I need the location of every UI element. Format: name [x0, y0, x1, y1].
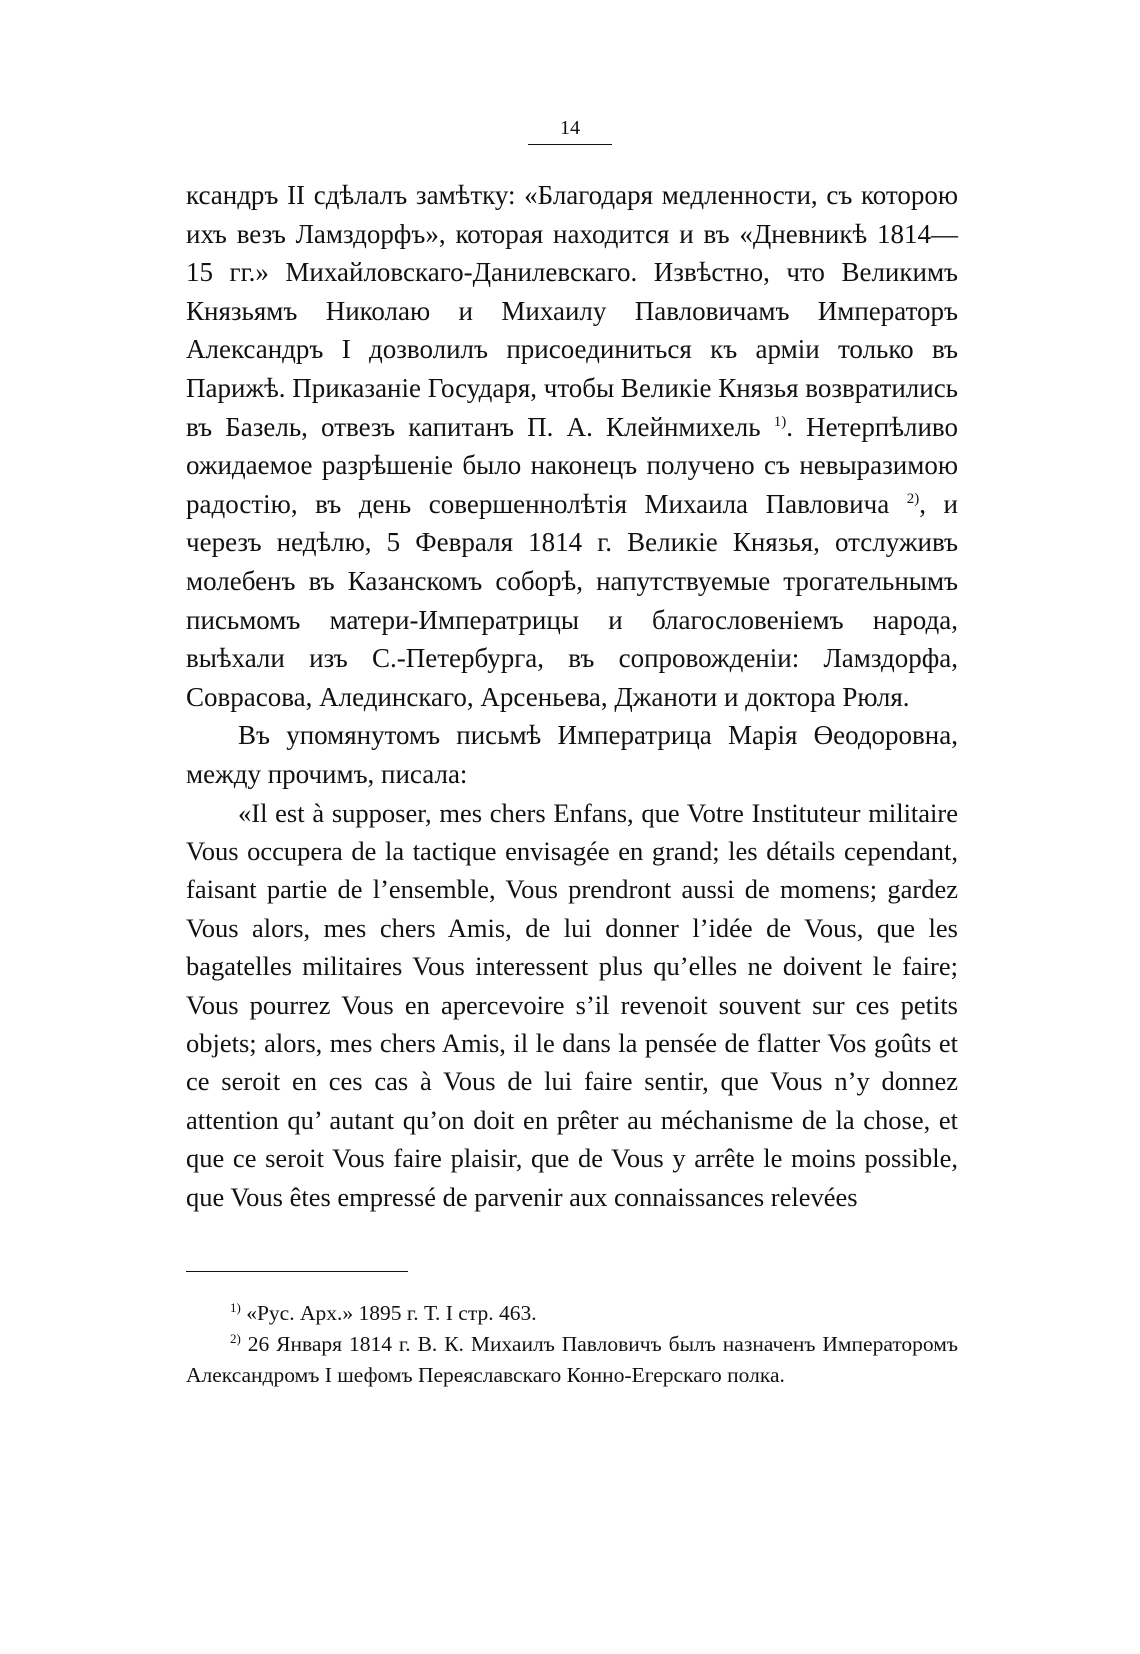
footnote-2: [186, 1329, 958, 1391]
footnote-text: 26 Января 1814 г. В. К. Михаилъ Павловичъ былъ назначенъ Императоромъ Александромъ I шефомъ Переяславскаго Конно-Егерскаго полка.: [186, 1332, 958, 1387]
main-text: [186, 176, 958, 1216]
footnote-marker: 1): [230, 1299, 241, 1315]
footnotes: [186, 1298, 958, 1391]
paragraph-letter-quote: [186, 794, 958, 1216]
page-number-rule: [528, 144, 612, 145]
page-number: 14: [560, 117, 580, 139]
footnote-1: [186, 1298, 958, 1329]
text-segment: «Il est à supposer, mes chers Enfans, que Votre Instituteur militaire Vous occupera de la tactique envisagée en grand; les détails cependant, faisant partie de l’ensemble, Vous prendront aussi de momens; gardez Vous alors, mes chers Amis, de lui donner l’idée de Vous, que les bagatelles militaires Vous interessent plus qu’elles ne doivent le faire; Vous pourrez Vous en apercevoire s’il revenoit souvent sur ces petits objets; alors, mes chers Amis, il le dans la pensée de flatter Vos goûts et ce seroit en ces cas à Vous de lui faire sentir, que Vous n’y donnez attention qu’ autant qu’on doit en prêter au méchanisme de la chose, et que ce seroit Vous faire plaisir, que de Vous y arrête le moins possible, que Vous êtes empressé de parvenir aux connaissances relevées: [186, 797, 958, 1212]
text-segment: Въ упомянутомъ письмѣ Императрица Марія Өеодоровна, между прочимъ, писала:: [186, 720, 958, 789]
paragraph-letter-intro: [186, 716, 958, 793]
text-segment: ксандръ II сдѣлалъ замѣтку: «Благодаря медленности, съ которою ихъ везъ Ламздорфъ», которая находится и въ «Дневникѣ 1814—15 гг.» Михайловскаго-Данилевскаго. Извѣстно, что Великимъ Князьямъ Николаю и Михаилу Павловичамъ Императоръ Александръ I дозволилъ присоединиться къ арміи только въ Парижѣ. Приказаніе Государя, чтобы Великіе Князья возвратились въ Базель, отвезъ капитанъ П. А. Клейнмихель: [186, 180, 958, 442]
footnote-text: «Рус. Арх.» 1895 г. Т. I стр. 463.: [240, 1301, 537, 1325]
footnote-separator: [186, 1271, 408, 1272]
footnote-marker: 2): [230, 1330, 241, 1346]
text-segment: . Нетерпѣливо ожидаемое разрѣшеніе было наконецъ получено съ невыразимою радостію, въ день совершеннолѣтія Михаила Павловича: [186, 411, 958, 519]
text-segment: , и черезъ недѣлю, 5 Февраля 1814 г. Великіе Князья, отслуживъ молебенъ въ Казанскомъ соборѣ, напутствуемые трогательнымъ письмомъ матери-Императрицы и благословеніемъ народа, выѣхали изъ С.-Петербурга, въ сопровожденіи: Ламздорфа, Соврасова, Алединскаго, Арсеньева, Джаноти и доктора Рюля.: [186, 488, 958, 712]
footnote-ref-2: 2): [906, 490, 920, 507]
footnote-ref-1: 1): [773, 413, 787, 430]
paragraph-continuation: [186, 176, 958, 716]
